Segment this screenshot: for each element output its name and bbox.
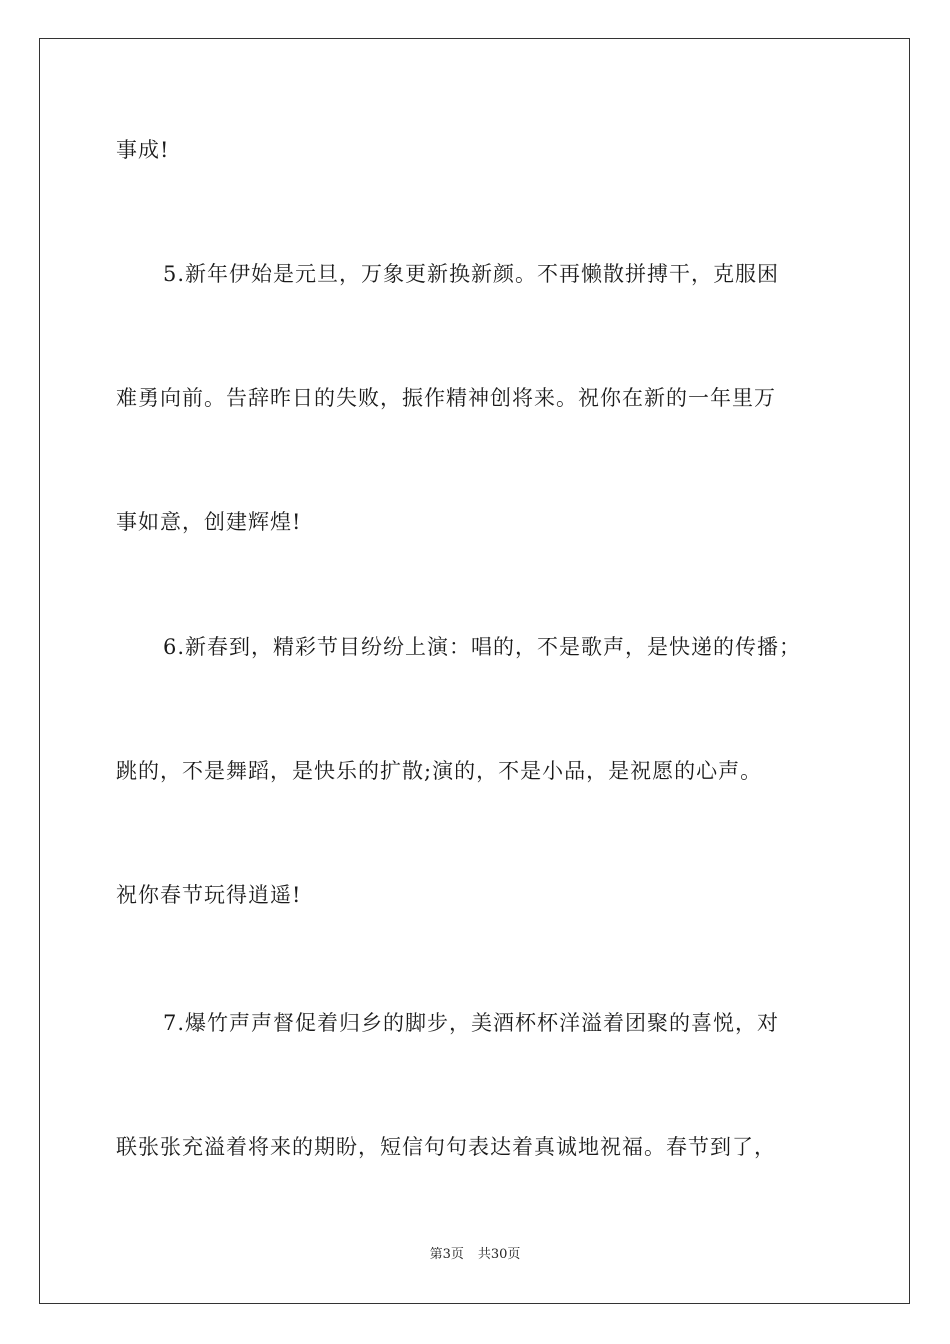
page-frame xyxy=(39,38,910,1304)
text-line: 5.新年伊始是元旦，万象更新换新颜。不再懒散拼搏干，克服困 xyxy=(163,262,780,286)
text-line: 跳的，不是舞蹈，是快乐的扩散;演的，不是小品，是祝愿的心声。 xyxy=(116,759,763,783)
page-footer xyxy=(0,1246,950,1264)
text-line: 事成! xyxy=(116,138,170,162)
page-number: 第3页 xyxy=(429,1247,464,1262)
page-total: 共30页 xyxy=(477,1247,521,1262)
text-line: 难勇向前。告辞昨日的失败，振作精神创将来。祝你在新的一年里万 xyxy=(116,386,776,410)
text-line: 7.爆竹声声督促着归乡的脚步，美酒杯杯洋溢着团聚的喜悦，对 xyxy=(163,1011,780,1035)
text-line: 事如意，创建辉煌! xyxy=(116,510,302,534)
text-line: 6.新春到，精彩节目纷纷上演：唱的，不是歌声，是快递的传播； xyxy=(163,635,802,659)
text-line: 祝你春节玩得逍遥! xyxy=(116,883,302,907)
text-line: 联张张充溢着将来的期盼，短信句句表达着真诚地祝福。春节到了， xyxy=(116,1135,776,1159)
